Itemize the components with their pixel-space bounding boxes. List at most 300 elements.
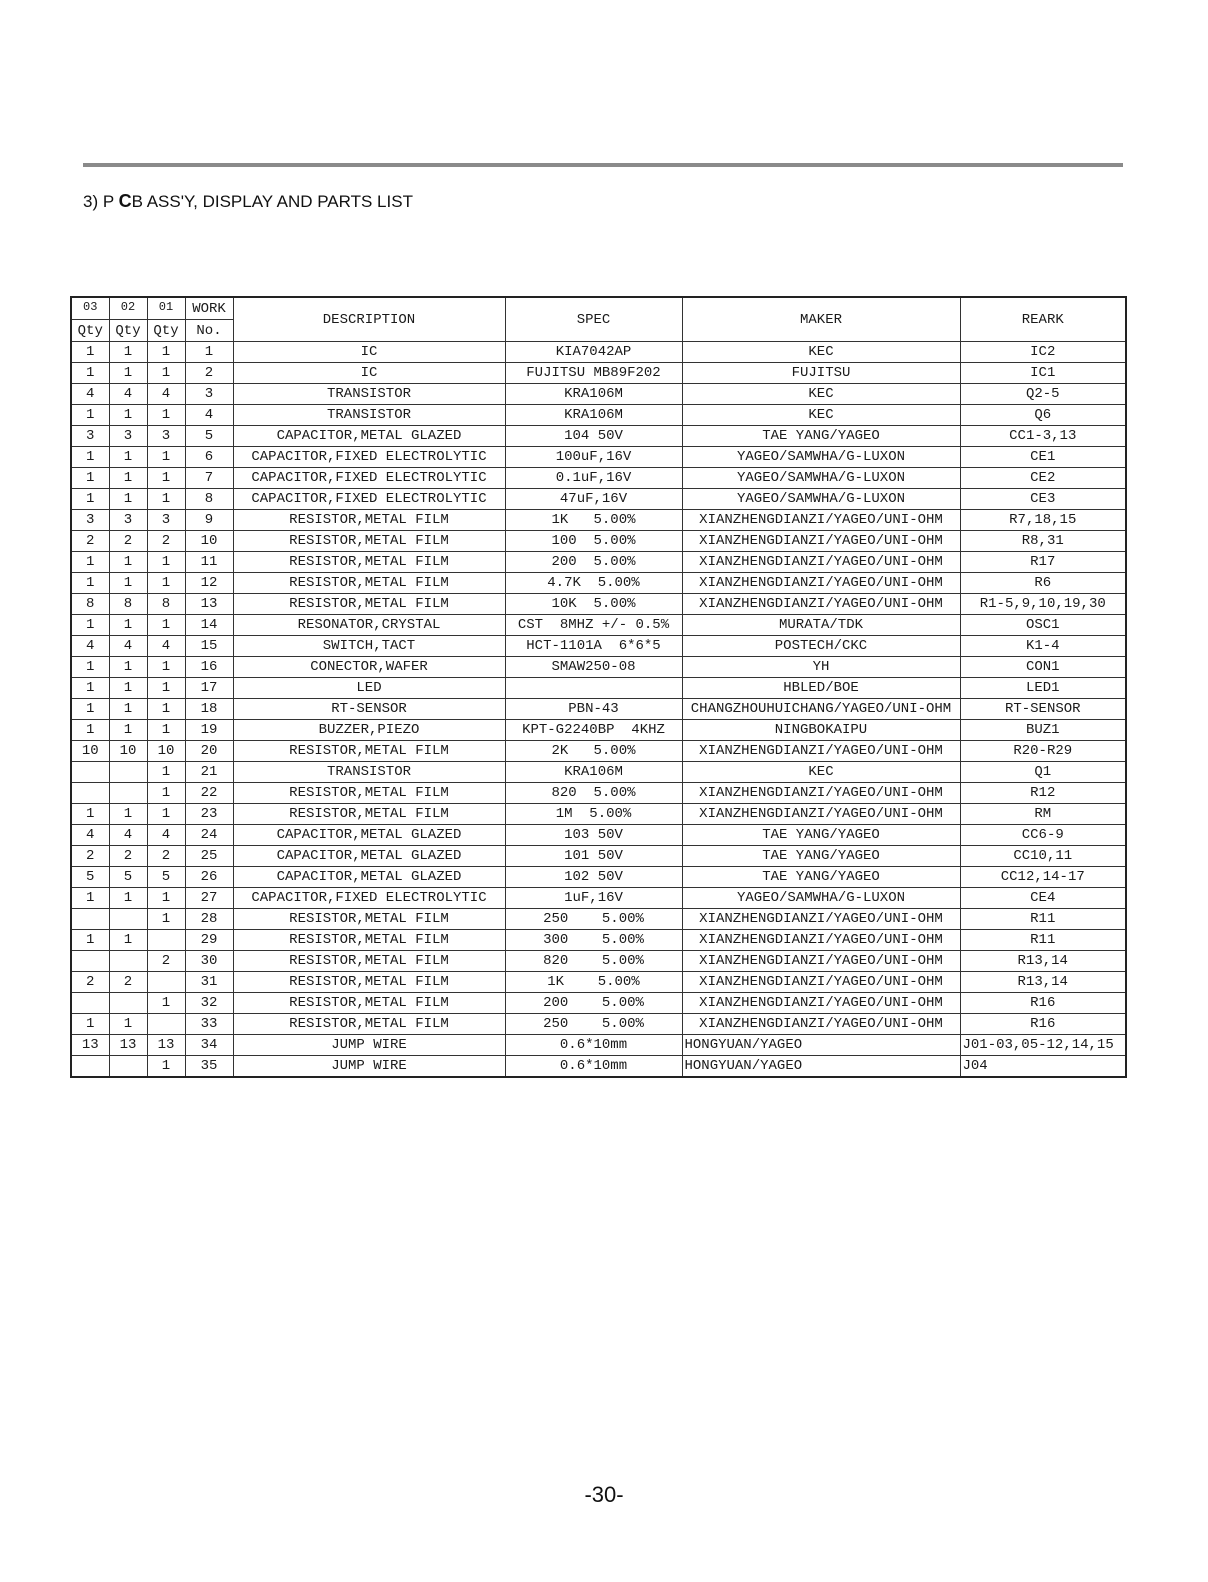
remark-cell: Q6 [960,405,1126,426]
work-no-cell: 6 [185,447,233,468]
maker-cell: XIANZHENGDIANZI/YAGEO/UNI-OHM [682,573,960,594]
remark-cell: R8,31 [960,531,1126,552]
work-no-cell: 23 [185,804,233,825]
maker-cell: POSTECH/CKC [682,636,960,657]
header-qty-01: 01 [147,297,185,320]
table-row [71,510,1126,531]
qty-03-cell [71,909,109,930]
table-row [71,426,1126,447]
maker-cell: HONGYUAN/YAGEO [682,1035,960,1056]
qty-02-cell: 1 [109,468,147,489]
maker-cell: XIANZHENGDIANZI/YAGEO/UNI-OHM [682,972,960,993]
qty-01-cell: 1 [147,804,185,825]
description-cell: IC [233,363,505,384]
spec-cell: SMAW250-08 [505,657,682,678]
qty-03-cell: 1 [71,405,109,426]
description-cell: CAPACITOR,FIXED ELECTROLYTIC [233,468,505,489]
qty-03-cell: 1 [71,342,109,363]
qty-01-cell: 2 [147,846,185,867]
description-cell: CAPACITOR,METAL GLAZED [233,825,505,846]
qty-01-cell: 3 [147,510,185,531]
description-cell: JUMP WIRE [233,1056,505,1078]
qty-02-cell [109,909,147,930]
work-no-cell: 20 [185,741,233,762]
remark-cell: BUZ1 [960,720,1126,741]
qty-01-cell: 1 [147,363,185,384]
remark-cell: J01-03,05-12,14,15 [960,1035,1126,1056]
qty-03-cell: 1 [71,363,109,384]
work-no-cell: 14 [185,615,233,636]
table-row [71,489,1126,510]
table-row [71,888,1126,909]
description-cell: TRANSISTOR [233,762,505,783]
qty-02-cell: 1 [109,405,147,426]
qty-01-cell: 1 [147,909,185,930]
qty-01-cell: 1 [147,405,185,426]
header-qty-label: Qty [71,320,109,342]
spec-cell: 300 5.00% [505,930,682,951]
maker-cell: HBLED/BOE [682,678,960,699]
description-cell: CAPACITOR,METAL GLAZED [233,846,505,867]
description-cell: RESISTOR,METAL FILM [233,594,505,615]
description-cell: CAPACITOR,FIXED ELECTROLYTIC [233,888,505,909]
work-no-cell: 8 [185,489,233,510]
qty-01-cell [147,1014,185,1035]
maker-cell: XIANZHENGDIANZI/YAGEO/UNI-OHM [682,531,960,552]
heading-rest: B ASS'Y, DISPLAY AND PARTS LIST [131,192,413,211]
spec-cell [505,678,682,699]
remark-cell: RT-SENSOR [960,699,1126,720]
parts-list-table [70,296,1127,1078]
remark-cell: CE1 [960,447,1126,468]
qty-01-cell: 1 [147,1056,185,1078]
qty-01-cell: 1 [147,573,185,594]
work-no-cell: 35 [185,1056,233,1078]
remark-cell: K1-4 [960,636,1126,657]
qty-03-cell: 3 [71,510,109,531]
spec-cell: 100 5.00% [505,531,682,552]
spec-cell: 4.7K 5.00% [505,573,682,594]
spec-cell: 200 5.00% [505,993,682,1014]
qty-02-cell [109,762,147,783]
header-remark: REARK [960,297,1126,342]
work-no-cell: 19 [185,720,233,741]
spec-cell: 0.6*10mm [505,1056,682,1078]
qty-03-cell: 1 [71,615,109,636]
work-no-cell: 25 [185,846,233,867]
remark-cell: R13,14 [960,972,1126,993]
description-cell: CAPACITOR,METAL GLAZED [233,426,505,447]
table-row [71,531,1126,552]
qty-01-cell: 1 [147,447,185,468]
description-cell: RESISTOR,METAL FILM [233,972,505,993]
remark-cell: OSC1 [960,615,1126,636]
qty-02-cell: 1 [109,930,147,951]
qty-03-cell [71,783,109,804]
table-row [71,741,1126,762]
table-row [71,552,1126,573]
description-cell: RESISTOR,METAL FILM [233,531,505,552]
table-row [71,720,1126,741]
qty-02-cell: 1 [109,678,147,699]
qty-03-cell: 4 [71,636,109,657]
spec-cell: 250 5.00% [505,909,682,930]
qty-01-cell: 2 [147,531,185,552]
qty-01-cell: 5 [147,867,185,888]
remark-cell: R11 [960,930,1126,951]
table-row [71,783,1126,804]
remark-cell: CC6-9 [960,825,1126,846]
qty-01-cell: 8 [147,594,185,615]
qty-03-cell: 1 [71,447,109,468]
remark-cell: CE3 [960,489,1126,510]
qty-02-cell [109,951,147,972]
description-cell: IC [233,342,505,363]
work-no-cell: 34 [185,1035,233,1056]
maker-cell: XIANZHENGDIANZI/YAGEO/UNI-OHM [682,804,960,825]
work-no-cell: 29 [185,930,233,951]
qty-01-cell: 1 [147,552,185,573]
maker-cell: XIANZHENGDIANZI/YAGEO/UNI-OHM [682,594,960,615]
qty-03-cell: 1 [71,657,109,678]
remark-cell: R17 [960,552,1126,573]
work-no-cell: 30 [185,951,233,972]
description-cell: CAPACITOR,FIXED ELECTROLYTIC [233,447,505,468]
table-row [71,930,1126,951]
maker-cell: YH [682,657,960,678]
work-no-cell: 4 [185,405,233,426]
qty-02-cell: 1 [109,1014,147,1035]
spec-cell: 200 5.00% [505,552,682,573]
qty-03-cell: 2 [71,531,109,552]
qty-01-cell: 4 [147,636,185,657]
qty-02-cell: 1 [109,720,147,741]
qty-03-cell: 5 [71,867,109,888]
qty-02-cell: 4 [109,384,147,405]
qty-01-cell [147,972,185,993]
maker-cell: YAGEO/SAMWHA/G-LUXON [682,888,960,909]
qty-02-cell: 1 [109,615,147,636]
qty-03-cell: 1 [71,804,109,825]
remark-cell: Q2-5 [960,384,1126,405]
qty-02-cell: 1 [109,447,147,468]
page-number: -30- [584,1482,624,1507]
table-row [71,1056,1126,1078]
qty-01-cell: 1 [147,657,185,678]
work-no-cell: 3 [185,384,233,405]
table-row [71,825,1126,846]
maker-cell: XIANZHENGDIANZI/YAGEO/UNI-OHM [682,930,960,951]
top-rule [83,163,1123,167]
remark-cell: R11 [960,909,1126,930]
description-cell: RESISTOR,METAL FILM [233,804,505,825]
heading-bold-letter: C [118,191,132,211]
remark-cell: Q1 [960,762,1126,783]
qty-01-cell: 3 [147,426,185,447]
qty-01-cell: 4 [147,825,185,846]
table-row [71,951,1126,972]
maker-cell: KEC [682,342,960,363]
work-no-cell: 12 [185,573,233,594]
qty-03-cell: 1 [71,573,109,594]
header-work: WORK [185,297,233,320]
maker-cell: FUJITSU [682,363,960,384]
work-no-cell: 24 [185,825,233,846]
maker-cell: YAGEO/SAMWHA/G-LUXON [682,447,960,468]
description-cell: CAPACITOR,METAL GLAZED [233,867,505,888]
maker-cell: XIANZHENGDIANZI/YAGEO/UNI-OHM [682,993,960,1014]
spec-cell: 101 50V [505,846,682,867]
maker-cell: NINGBOKAIPU [682,720,960,741]
table-row [71,363,1126,384]
qty-02-cell: 13 [109,1035,147,1056]
work-no-cell: 2 [185,363,233,384]
qty-02-cell: 8 [109,594,147,615]
qty-02-cell [109,1056,147,1078]
qty-02-cell: 5 [109,867,147,888]
qty-01-cell: 1 [147,720,185,741]
spec-cell: 1K 5.00% [505,510,682,531]
description-cell: CAPACITOR,FIXED ELECTROLYTIC [233,489,505,510]
maker-cell: YAGEO/SAMWHA/G-LUXON [682,489,960,510]
spec-cell: FUJITSU MB89F202 [505,363,682,384]
table-row [71,762,1126,783]
work-no-cell: 13 [185,594,233,615]
work-no-cell: 1 [185,342,233,363]
table-row [71,573,1126,594]
qty-02-cell: 1 [109,804,147,825]
work-no-cell: 11 [185,552,233,573]
qty-03-cell: 1 [71,930,109,951]
qty-03-cell: 1 [71,888,109,909]
maker-cell: TAE YANG/YAGEO [682,846,960,867]
table-row [71,594,1126,615]
remark-cell: CC10,11 [960,846,1126,867]
spec-cell: 100uF,16V [505,447,682,468]
work-no-cell: 15 [185,636,233,657]
qty-03-cell: 8 [71,594,109,615]
table-row [71,636,1126,657]
qty-03-cell: 1 [71,720,109,741]
qty-01-cell: 1 [147,342,185,363]
heading-prefix: 3) P [83,192,119,211]
qty-02-cell: 1 [109,573,147,594]
spec-cell: 820 5.00% [505,783,682,804]
maker-cell: XIANZHENGDIANZI/YAGEO/UNI-OHM [682,909,960,930]
table-row [71,867,1126,888]
spec-cell: 250 5.00% [505,1014,682,1035]
qty-02-cell: 2 [109,972,147,993]
remark-cell: R20-R29 [960,741,1126,762]
qty-03-cell: 13 [71,1035,109,1056]
parts-table-body [71,342,1126,1078]
qty-01-cell: 1 [147,699,185,720]
description-cell: TRANSISTOR [233,405,505,426]
qty-02-cell: 1 [109,342,147,363]
remark-cell: CON1 [960,657,1126,678]
qty-03-cell: 1 [71,468,109,489]
qty-01-cell: 1 [147,993,185,1014]
section-heading [83,191,413,212]
maker-cell: XIANZHENGDIANZI/YAGEO/UNI-OHM [682,951,960,972]
qty-02-cell: 1 [109,888,147,909]
spec-cell: KRA106M [505,384,682,405]
table-row [71,804,1126,825]
description-cell: RESISTOR,METAL FILM [233,993,505,1014]
description-cell: SWITCH,TACT [233,636,505,657]
spec-cell: KRA106M [505,762,682,783]
spec-cell: CST 8MHZ +/- 0.5% [505,615,682,636]
work-no-cell: 27 [185,888,233,909]
qty-03-cell: 4 [71,384,109,405]
description-cell: CONECTOR,WAFER [233,657,505,678]
table-row [71,615,1126,636]
qty-02-cell: 4 [109,636,147,657]
spec-cell: 1M 5.00% [505,804,682,825]
remark-cell: R1-5,9,10,19,30 [960,594,1126,615]
header-qty-label: Qty [147,320,185,342]
work-no-cell: 31 [185,972,233,993]
description-cell: RT-SENSOR [233,699,505,720]
table-row [71,972,1126,993]
table-row [71,447,1126,468]
maker-cell: KEC [682,405,960,426]
description-cell: RESISTOR,METAL FILM [233,573,505,594]
remark-cell: R12 [960,783,1126,804]
description-cell: RESISTOR,METAL FILM [233,951,505,972]
qty-01-cell: 1 [147,489,185,510]
remark-cell: CE4 [960,888,1126,909]
qty-03-cell [71,993,109,1014]
qty-03-cell: 1 [71,699,109,720]
qty-01-cell [147,930,185,951]
qty-02-cell: 1 [109,363,147,384]
table-row [71,468,1126,489]
maker-cell: XIANZHENGDIANZI/YAGEO/UNI-OHM [682,783,960,804]
qty-03-cell: 10 [71,741,109,762]
qty-02-cell [109,783,147,804]
description-cell: RESISTOR,METAL FILM [233,909,505,930]
qty-03-cell: 2 [71,972,109,993]
table-row [71,405,1126,426]
qty-02-cell: 1 [109,552,147,573]
description-cell: RESISTOR,METAL FILM [233,1014,505,1035]
qty-02-cell: 10 [109,741,147,762]
remark-cell: R16 [960,993,1126,1014]
qty-02-cell: 2 [109,531,147,552]
remark-cell: RM [960,804,1126,825]
spec-cell: HCT-1101A 6*6*5 [505,636,682,657]
maker-cell: XIANZHENGDIANZI/YAGEO/UNI-OHM [682,741,960,762]
work-no-cell: 16 [185,657,233,678]
header-description: DESCRIPTION [233,297,505,342]
work-no-cell: 26 [185,867,233,888]
remark-cell: CC12,14-17 [960,867,1126,888]
qty-01-cell: 10 [147,741,185,762]
spec-cell: 2K 5.00% [505,741,682,762]
table-row [71,1035,1126,1056]
description-cell: RESISTOR,METAL FILM [233,510,505,531]
description-cell: LED [233,678,505,699]
qty-02-cell: 1 [109,657,147,678]
qty-02-cell [109,993,147,1014]
qty-02-cell: 1 [109,489,147,510]
qty-02-cell: 2 [109,846,147,867]
spec-cell: 103 50V [505,825,682,846]
spec-cell: 820 5.00% [505,951,682,972]
qty-03-cell: 1 [71,678,109,699]
spec-cell: KIA7042AP [505,342,682,363]
qty-01-cell: 1 [147,468,185,489]
qty-03-cell [71,1056,109,1078]
remark-cell: J04 [960,1056,1126,1078]
maker-cell: HONGYUAN/YAGEO [682,1056,960,1078]
qty-03-cell: 1 [71,489,109,510]
header-row-top [71,297,1126,320]
qty-01-cell: 4 [147,384,185,405]
header-spec: SPEC [505,297,682,342]
remark-cell: R7,18,15 [960,510,1126,531]
maker-cell: TAE YANG/YAGEO [682,867,960,888]
header-maker: MAKER [682,297,960,342]
remark-cell: IC1 [960,363,1126,384]
table-row [71,699,1126,720]
qty-01-cell: 1 [147,678,185,699]
work-no-cell: 17 [185,678,233,699]
qty-01-cell: 1 [147,615,185,636]
description-cell: RESISTOR,METAL FILM [233,930,505,951]
spec-cell: 104 50V [505,426,682,447]
qty-02-cell: 3 [109,426,147,447]
qty-03-cell: 1 [71,1014,109,1035]
qty-02-cell: 4 [109,825,147,846]
remark-cell: R16 [960,1014,1126,1035]
table-row [71,846,1126,867]
description-cell: RESISTOR,METAL FILM [233,741,505,762]
remark-cell: CC1-3,13 [960,426,1126,447]
maker-cell: XIANZHENGDIANZI/YAGEO/UNI-OHM [682,552,960,573]
qty-03-cell: 1 [71,552,109,573]
spec-cell: 0.1uF,16V [505,468,682,489]
work-no-cell: 5 [185,426,233,447]
header-qty-label: Qty [109,320,147,342]
remark-cell: R6 [960,573,1126,594]
maker-cell: TAE YANG/YAGEO [682,426,960,447]
spec-cell: KRA106M [505,405,682,426]
work-no-cell: 10 [185,531,233,552]
work-no-cell: 32 [185,993,233,1014]
qty-01-cell: 1 [147,762,185,783]
table-row [71,909,1126,930]
maker-cell: YAGEO/SAMWHA/G-LUXON [682,468,960,489]
work-no-cell: 28 [185,909,233,930]
work-no-cell: 33 [185,1014,233,1035]
qty-03-cell: 4 [71,825,109,846]
spec-cell: 0.6*10mm [505,1035,682,1056]
table-row [71,1014,1126,1035]
header-qty-03: 03 [71,297,109,320]
header-no: No. [185,320,233,342]
maker-cell: KEC [682,762,960,783]
work-no-cell: 9 [185,510,233,531]
qty-03-cell [71,951,109,972]
maker-cell: CHANGZHOUHUICHANG/YAGEO/UNI-OHM [682,699,960,720]
maker-cell: XIANZHENGDIANZI/YAGEO/UNI-OHM [682,510,960,531]
qty-02-cell: 3 [109,510,147,531]
description-cell: JUMP WIRE [233,1035,505,1056]
maker-cell: MURATA/TDK [682,615,960,636]
maker-cell: XIANZHENGDIANZI/YAGEO/UNI-OHM [682,1014,960,1035]
